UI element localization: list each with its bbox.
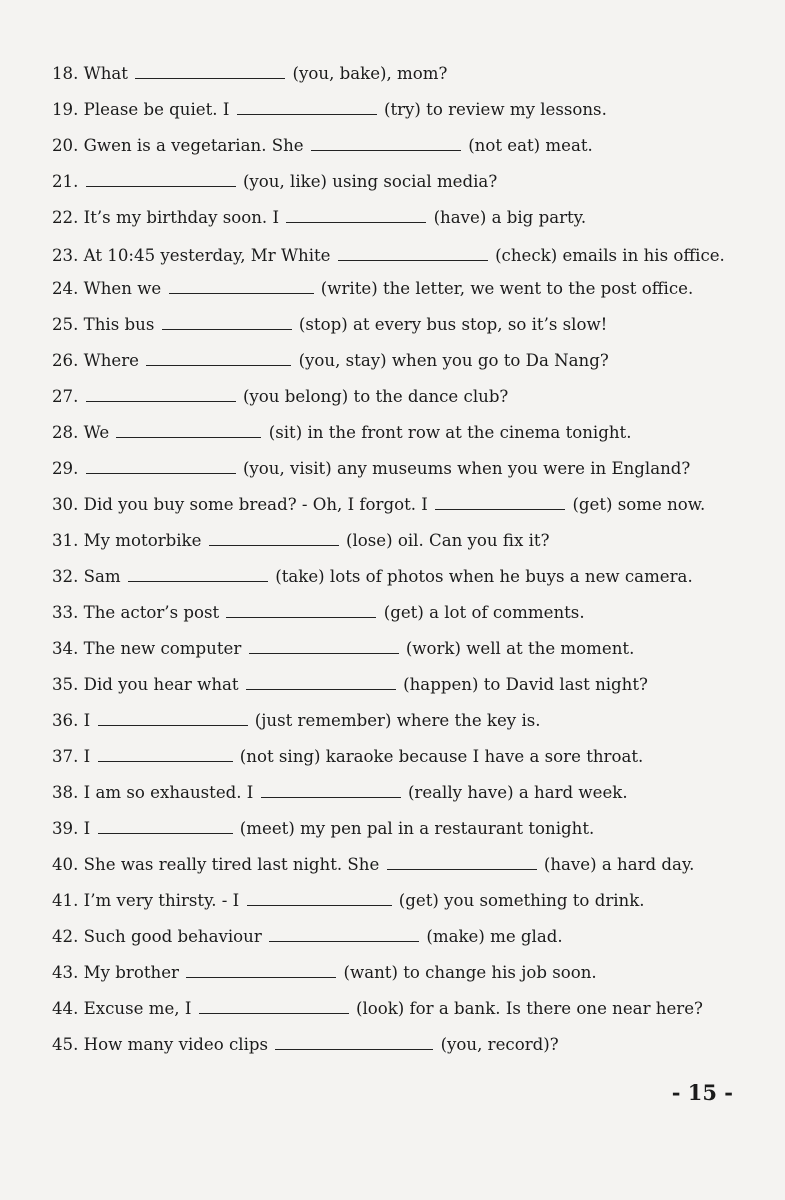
item-number: 21. xyxy=(52,172,79,191)
exercise-item xyxy=(52,889,752,911)
sentence-end: (really have) a hard week. xyxy=(407,783,628,802)
answer-blank[interactable] xyxy=(116,421,261,438)
exercise-item xyxy=(52,62,752,84)
sentence-end: (you belong) to the dance club? xyxy=(242,387,509,406)
item-number: 23. xyxy=(52,246,79,265)
sentence-start: I’m very thirsty. - I xyxy=(83,891,240,910)
sentence-end: (have) a hard day. xyxy=(543,855,695,874)
sentence-end: (try) to review my lessons. xyxy=(383,100,607,119)
sentence-end: (look) for a bank. Is there one near here? xyxy=(355,999,703,1018)
sentence-start: Did you buy some bread? - Oh, I forgot. I xyxy=(83,495,428,514)
sentence-start: Where xyxy=(83,351,139,370)
exercise-item xyxy=(52,637,752,659)
answer-blank[interactable] xyxy=(209,529,339,546)
answer-blank[interactable] xyxy=(387,853,537,870)
answer-blank[interactable] xyxy=(146,349,291,366)
item-number: 43. xyxy=(52,963,79,982)
sentence-end: (work) well at the moment. xyxy=(405,639,635,658)
sentence-end: (you, visit) any museums when you were in England? xyxy=(242,459,691,478)
item-number: 26. xyxy=(52,351,79,370)
exercise-list xyxy=(52,62,752,1069)
answer-blank[interactable] xyxy=(269,925,419,942)
exercise-item xyxy=(52,98,752,120)
item-number: 18. xyxy=(52,64,79,83)
item-number: 37. xyxy=(52,747,79,766)
sentence-end: (you, like) using social media? xyxy=(242,172,498,191)
exercise-item xyxy=(52,493,752,515)
sentence-end: (get) some now. xyxy=(572,495,706,514)
sentence-start: Such good behaviour xyxy=(83,927,262,946)
sentence-start: The actor’s post xyxy=(83,603,220,622)
exercise-item xyxy=(52,277,752,299)
answer-blank[interactable] xyxy=(186,961,336,978)
item-number: 20. xyxy=(52,136,79,155)
sentence-start: I xyxy=(83,711,91,730)
sentence-start: Gwen is a vegetarian. She xyxy=(83,136,304,155)
sentence-start: I am so exhausted. I xyxy=(83,783,254,802)
item-number: 35. xyxy=(52,675,79,694)
answer-blank[interactable] xyxy=(226,601,376,618)
sentence-start: I xyxy=(83,819,91,838)
exercise-item xyxy=(52,242,752,269)
answer-blank[interactable] xyxy=(286,206,426,223)
sentence-end: (write) the letter, we went to the post office. xyxy=(320,279,694,298)
item-number: 33. xyxy=(52,603,79,622)
sentence-end: (want) to change his job soon. xyxy=(343,963,597,982)
answer-blank[interactable] xyxy=(135,62,285,79)
answer-blank[interactable] xyxy=(237,98,377,115)
exercise-item xyxy=(52,745,752,767)
exercise-item xyxy=(52,385,752,407)
item-number: 24. xyxy=(52,279,79,298)
sentence-end: (just remember) where the key is. xyxy=(254,711,541,730)
item-number: 30. xyxy=(52,495,79,514)
item-number: 45. xyxy=(52,1035,79,1054)
item-number: 19. xyxy=(52,100,79,119)
sentence-end: (stop) at every bus stop, so it’s slow! xyxy=(298,315,608,334)
sentence-end: (you, stay) when you go to Da Nang? xyxy=(298,351,609,370)
sentence-end: (make) me glad. xyxy=(426,927,563,946)
sentence-end: (check) emails in his office. xyxy=(495,246,725,265)
sentence-start: Sam xyxy=(83,567,121,586)
exercise-item xyxy=(52,853,752,875)
exercise-item xyxy=(52,529,752,551)
answer-blank[interactable] xyxy=(249,637,399,654)
sentence-end: (not eat) meat. xyxy=(468,136,593,155)
sentence-start: At 10:45 yesterday, Mr White xyxy=(83,246,331,265)
item-number: 29. xyxy=(52,459,79,478)
answer-blank[interactable] xyxy=(246,673,396,690)
sentence-end: (meet) my pen pal in a restaurant tonight. xyxy=(239,819,595,838)
exercise-item xyxy=(52,961,752,983)
exercise-item xyxy=(52,313,752,335)
exercise-item xyxy=(52,170,752,192)
sentence-start: She was really tired last night. She xyxy=(83,855,380,874)
answer-blank[interactable] xyxy=(338,244,488,261)
sentence-end: (take) lots of photos when he buys a new camera. xyxy=(275,567,693,586)
exercise-item xyxy=(52,457,752,479)
sentence-start: It’s my birthday soon. I xyxy=(83,208,280,227)
sentence-end: (sit) in the front row at the cinema tonight. xyxy=(268,423,632,442)
sentence-start: What xyxy=(83,64,128,83)
exercise-item xyxy=(52,134,752,156)
sentence-end: (happen) to David last night? xyxy=(403,675,648,694)
exercise-item xyxy=(52,1033,752,1055)
sentence-end: (lose) oil. Can you fix it? xyxy=(346,531,550,550)
answer-blank[interactable] xyxy=(98,817,233,834)
exercise-item xyxy=(52,709,752,731)
item-number: 28. xyxy=(52,423,79,442)
item-number: 34. xyxy=(52,639,79,658)
answer-blank[interactable] xyxy=(86,385,236,402)
answer-blank[interactable] xyxy=(247,889,392,906)
sentence-start: Did you hear what xyxy=(83,675,239,694)
answer-blank[interactable] xyxy=(98,709,248,726)
item-number: 27. xyxy=(52,387,79,406)
answer-blank[interactable] xyxy=(86,170,236,187)
sentence-end: (get) you something to drink. xyxy=(398,891,645,910)
item-number: 36. xyxy=(52,711,79,730)
exercise-item xyxy=(52,349,752,371)
answer-blank[interactable] xyxy=(435,493,565,510)
answer-blank[interactable] xyxy=(162,313,292,330)
exercise-item xyxy=(52,206,752,228)
exercise-item xyxy=(52,601,752,623)
answer-blank[interactable] xyxy=(86,457,236,474)
answer-blank[interactable] xyxy=(261,781,401,798)
exercise-item xyxy=(52,565,752,587)
sentence-start: My brother xyxy=(83,963,179,982)
answer-blank[interactable] xyxy=(311,134,461,151)
item-number: 22. xyxy=(52,208,79,227)
exercise-item xyxy=(52,421,752,443)
exercise-item xyxy=(52,925,752,947)
sentence-end: (have) a big party. xyxy=(433,208,587,227)
exercise-item xyxy=(52,997,752,1019)
sentence-start: My motorbike xyxy=(83,531,202,550)
sentence-start: The new computer xyxy=(83,639,242,658)
item-number: 41. xyxy=(52,891,79,910)
item-number: 40. xyxy=(52,855,79,874)
item-number: 44. xyxy=(52,999,79,1018)
item-number: 31. xyxy=(52,531,79,550)
answer-blank[interactable] xyxy=(199,997,349,1014)
sentence-end: (you, record)? xyxy=(440,1035,559,1054)
sentence-start: How many video clips xyxy=(83,1035,269,1054)
item-number: 32. xyxy=(52,567,79,586)
sentence-start: I xyxy=(83,747,91,766)
sentence-start: When we xyxy=(83,279,162,298)
page-number: - 15 - xyxy=(671,1080,733,1105)
exercise-item xyxy=(52,817,752,839)
answer-blank[interactable] xyxy=(275,1033,433,1050)
sentence-start: We xyxy=(83,423,110,442)
answer-blank[interactable] xyxy=(98,745,233,762)
sentence-start: Excuse me, I xyxy=(83,999,192,1018)
exercise-item xyxy=(52,781,752,803)
item-number: 42. xyxy=(52,927,79,946)
sentence-end: (get) a lot of comments. xyxy=(383,603,585,622)
sentence-start: This bus xyxy=(83,315,155,334)
item-number: 38. xyxy=(52,783,79,802)
sentence-end: (you, bake), mom? xyxy=(292,64,448,83)
item-number: 39. xyxy=(52,819,79,838)
exercise-item xyxy=(52,673,752,695)
item-number: 25. xyxy=(52,315,79,334)
sentence-start: Please be quiet. I xyxy=(83,100,230,119)
answer-blank[interactable] xyxy=(169,277,314,294)
sentence-end: (not sing) karaoke because I have a sore throat. xyxy=(239,747,644,766)
answer-blank[interactable] xyxy=(128,565,268,582)
